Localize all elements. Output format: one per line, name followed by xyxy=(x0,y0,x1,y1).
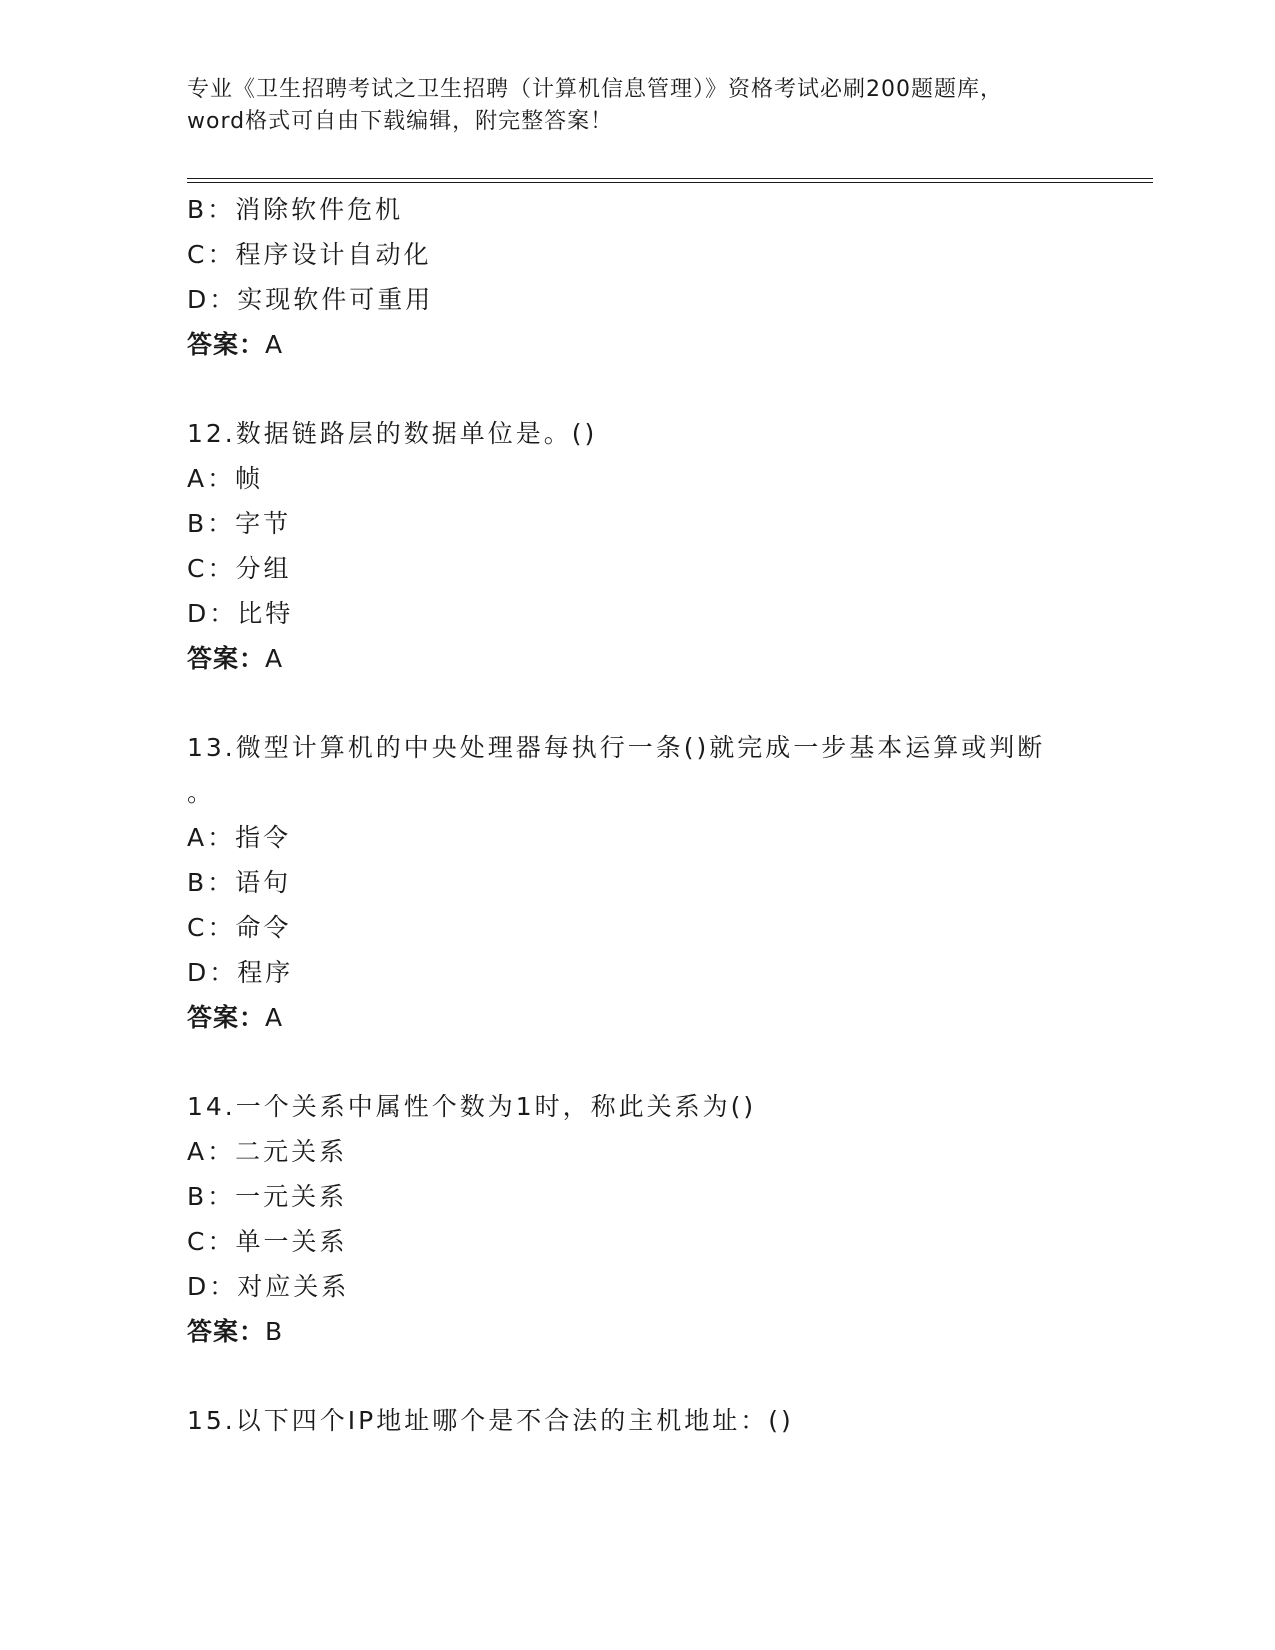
answer-label: 答案： xyxy=(187,644,266,673)
q13-answer xyxy=(187,1002,283,1034)
answer-value: B xyxy=(265,1317,284,1346)
q14-answer xyxy=(187,1316,283,1348)
q14-option-b: B：一元关系 xyxy=(187,1182,348,1211)
answer-label: 答案： xyxy=(187,1317,266,1346)
q13-stem-line2: 。 xyxy=(187,778,216,807)
q13-stem-line1: 13.微型计算机的中央处理器每执行一条()就完成一步基本运算或判断 xyxy=(187,733,1046,762)
q15-stem: 15.以下四个IP地址哪个是不合法的主机地址：() xyxy=(187,1406,794,1435)
q13-option-a: A：指令 xyxy=(187,823,292,852)
answer-label: 答案： xyxy=(187,330,266,359)
header-divider-top xyxy=(187,178,1153,179)
q12-answer xyxy=(187,643,283,675)
q12-option-c: C：分组 xyxy=(187,554,292,583)
q13-option-d: D：程序 xyxy=(187,958,294,987)
q13-option-c: C：命令 xyxy=(187,913,292,942)
header-divider-bottom xyxy=(187,182,1153,183)
q14-option-a: A：二元关系 xyxy=(187,1137,348,1166)
q11-option-c: C：程序设计自动化 xyxy=(187,240,432,269)
answer-value: A xyxy=(265,330,284,359)
q12-stem: 12.数据链路层的数据单位是。() xyxy=(187,419,598,448)
answer-value: A xyxy=(265,644,284,673)
q14-option-c: C：单一关系 xyxy=(187,1227,348,1256)
header-title-line: 专业《卫生招聘考试之卫生招聘（计算机信息管理）》资格考试必刷200题题库， xyxy=(187,77,1003,102)
q12-option-d: D：比特 xyxy=(187,599,294,628)
q11-option-b: B：消除软件危机 xyxy=(187,195,404,224)
q12-option-b: B：字节 xyxy=(187,509,292,538)
q11-option-d: D：实现软件可重用 xyxy=(187,285,434,314)
document-header xyxy=(187,74,1087,138)
q12-option-a: A：帧 xyxy=(187,464,264,493)
header-subtitle-line: word格式可自由下载编辑，附完整答案！ xyxy=(187,109,614,134)
answer-value: A xyxy=(265,1003,284,1032)
answer-label: 答案： xyxy=(187,1003,266,1032)
q11-answer xyxy=(187,329,283,361)
q13-option-b: B：语句 xyxy=(187,868,292,897)
q14-stem: 14.一个关系中属性个数为1时，称此关系为() xyxy=(187,1092,757,1121)
q14-option-d: D：对应关系 xyxy=(187,1272,350,1301)
